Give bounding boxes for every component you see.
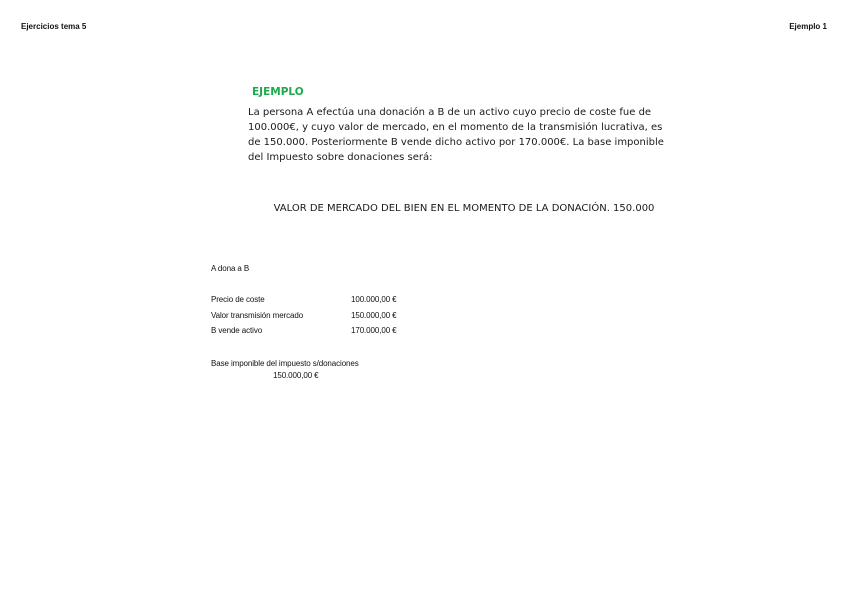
example-text: La persona A efectúa una donación a B de un activo cuyo precio de coste fue de 100.000€, y cuyo valor de mercado, en el momento de la transmisión lucrativa, es de 150.000. Posteriormente B vende dicho activo por 170.000€. La base imponible del Impuesto sobre donaciones será: [248,107,664,163]
table-row [211,311,397,327]
calculation-block [211,264,397,380]
row-label: B vende activo [211,326,263,335]
header-page-label: Ejemplo 1 [789,22,827,31]
base-block [211,359,397,380]
answer-text: VALOR DE MERCADO DEL BIEN EN EL MOMENTO DE LA DONACIÓN. 150.000 [273,203,655,214]
example-label: EJEMPLO [252,86,304,98]
table-row [211,295,397,311]
example-block [248,86,678,165]
calc-table [211,295,397,342]
row-value: 150.000,00 € [351,310,397,320]
row-label: Precio de coste [211,295,265,304]
row-label: Valor transmisión mercado [211,310,304,320]
base-value: 150.000,00 € [273,370,319,380]
row-value: 170.000,00 € [351,326,397,335]
row-value: 100.000,00 € [351,295,397,304]
header-title: Ejercicios tema 5 [21,22,87,31]
calc-title: A dona a B [211,264,250,273]
table-row [211,326,397,342]
base-label: Base imponible del impuesto s/donaciones [211,358,359,368]
